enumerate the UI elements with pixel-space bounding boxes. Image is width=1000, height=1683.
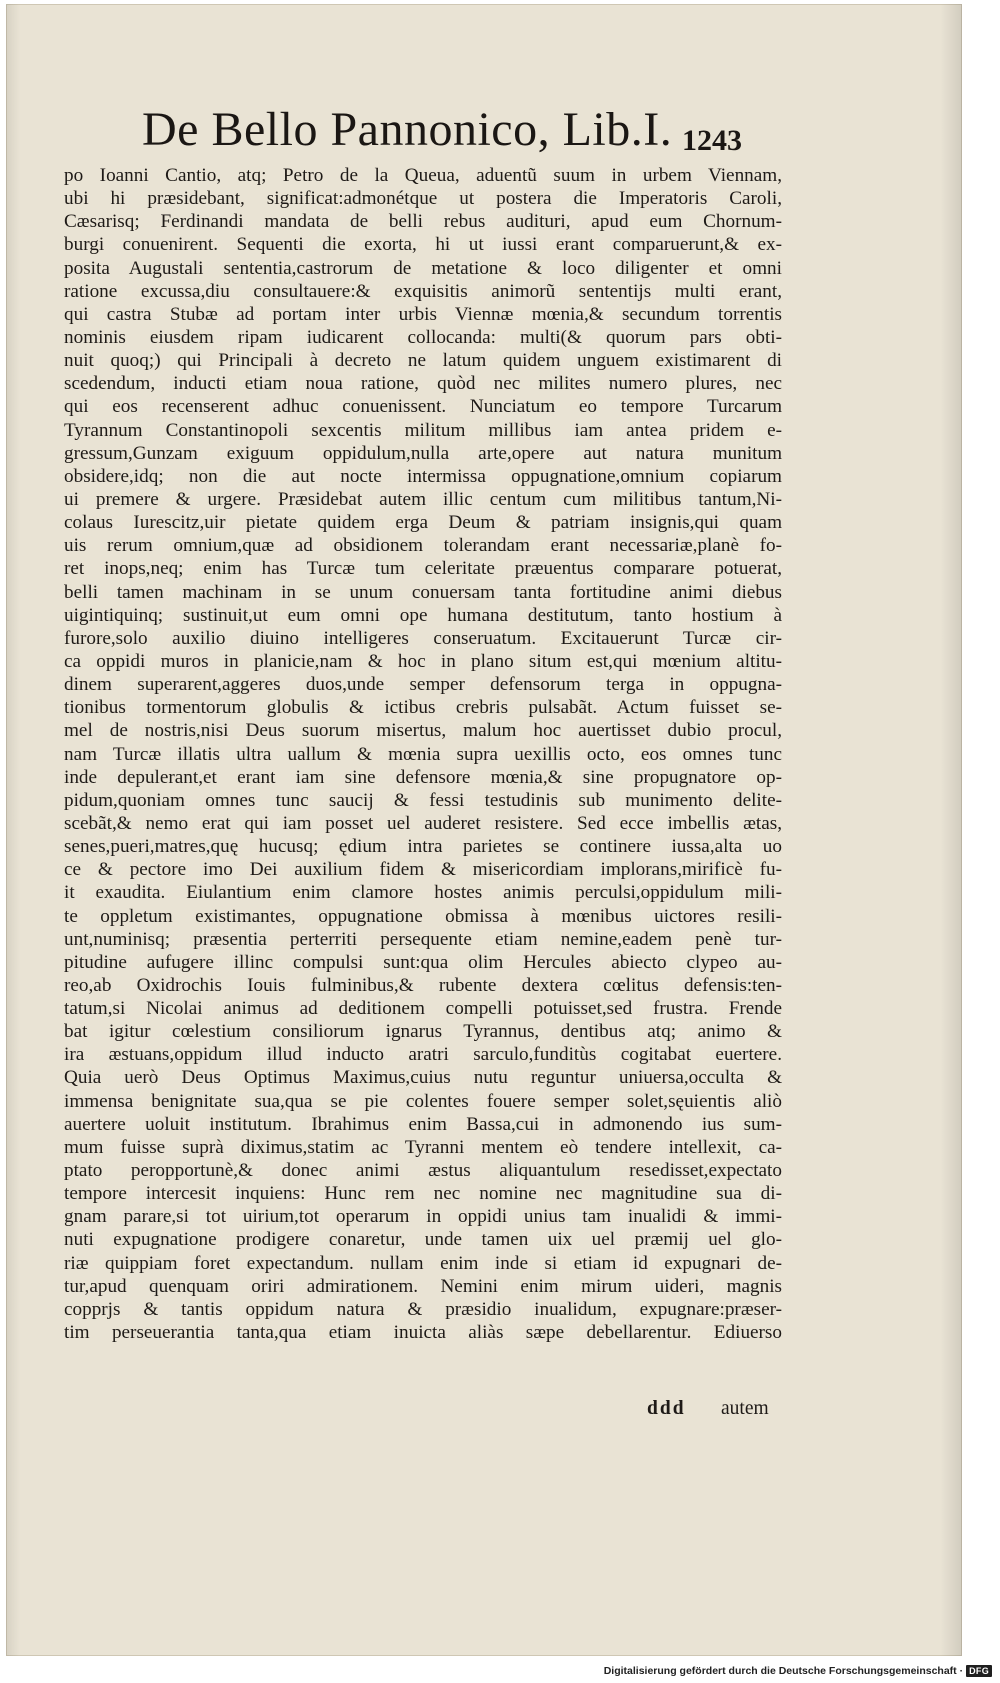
text-line: ira æstuans,oppidum illud inducto aratri sarculo,funditùs cogitabat euertere.	[64, 1044, 782, 1066]
text-line: pidum,quoniam omnes tunc saucij & fessi testudinis sub munimento delite-	[64, 789, 782, 811]
running-head: De Bello Pannonico, Lib.I.	[142, 103, 673, 156]
digitization-credit	[604, 1665, 992, 1677]
text-line: mum fuisse suprà diximus,statim ac Tyranni mentem eò tendere intellexit, ca-	[64, 1136, 782, 1158]
signature-mark: ddd	[647, 1398, 686, 1419]
text-line: scebãt,& nemo erat qui iam posset uel auderet resistere. Sed ecce imbellis ætas,	[64, 812, 782, 834]
credit-text: Digitalisierung gefördert durch die Deutsche Forschungsgemeinschaft ·	[603, 1665, 964, 1677]
text-line: gnam parare,si tot uirium,tot operarum in oppidi unius tam inualidi & immi-	[64, 1206, 782, 1228]
text-line: senes,pueri,matres,quę hucusq; ędium intra parietes se continere iussa,alta uo	[64, 836, 782, 858]
text-line: po Ioanni Cantio, atq; Petro de la Queua, aduentũ suum in urbem Viennam,	[64, 165, 782, 186]
text-line: nam Turcæ illatis ultra uallum & mœnia supra uexillis octo, eos omnes tunc	[64, 743, 782, 765]
text-line: uigintiquinq; sustinuit,ut eum omni ope humana destitutum, tanto hostium à	[64, 604, 782, 626]
text-line: nuit quoq;) qui Principali à decreto ne latum quidem unguem existimarent di	[64, 350, 782, 372]
text-line: gressum,Gunzam exiguum oppidulum,nulla arte,opere aut natura munitum	[64, 442, 782, 464]
catchword: autem	[721, 1398, 769, 1419]
text-line: colaus Iurescitz,uir pietate quidem erga Deum & patriam insignis,qui quam	[64, 512, 782, 534]
text-line: ptato peropportunè,& donec animi æstus aliquantulum resedisset,expectato	[64, 1160, 782, 1182]
text-line: nuti expugnatione prodigere conaretur, unde tamen uix uel præmij uel glo-	[64, 1229, 782, 1251]
text-line: ui premere & urgere. Præsidebat autem illic centum cum militibus tantum,Ni-	[64, 488, 782, 510]
page-edge-shadow	[940, 4, 962, 1656]
page-number: 1243	[682, 124, 742, 157]
text-line: bat igitur cœlestium consiliorum ignarus Tyrannus, dentibus atq; animo &	[64, 1021, 782, 1043]
text-line: scedendum, inducti etiam noua ratione, quòd nec milites numero plures, nec	[64, 373, 782, 395]
text-line: ret inops,neq; enim has Turcæ tum celeritate præuentus comparare potuerat,	[64, 558, 782, 580]
text-line: tionibus tormentorum globulis & ictibus crebris pulsabãt. Actum fuisset se-	[64, 697, 782, 719]
text-line: reo,ab Oxidrochis Iouis fulminibus,& rubente dextera cœlitus defensis:ten-	[64, 974, 782, 996]
dfg-logo: DFG	[966, 1665, 992, 1677]
text-line: unt,numinisq; præsentia perterriti persequente etiam nemine,eadem penè tur-	[64, 928, 782, 950]
text-line: auertere uoluit institutum. Ibrahimus enim Bassa,cui in admonendo ius sum-	[64, 1113, 782, 1135]
book-page	[6, 4, 962, 1656]
text-line: uis rerum omnium,quæ ad obsidionem tolerandam erant necessariæ,planè fo-	[64, 535, 782, 557]
text-line: burgi conuenirent. Sequenti die exorta, hi ut iussi erant comparuerunt,& ex-	[64, 234, 782, 256]
text-line: nominis eiusdem ripam iudicarent collocanda: multi(& quorum pars obti-	[64, 326, 782, 348]
text-line: posita Augustali sententia,castrorum de metatione & loco diligenter et omni	[64, 257, 782, 279]
text-line: Quia uerò Deus Optimus Maximus,cuius nutu reguntur uniuersa,occulta &	[64, 1067, 782, 1089]
text-line: tur,apud quenquam oriri admirationem. Nemini enim mirum uideri, magnis	[64, 1275, 782, 1297]
text-line: copprjs & tantis oppidum natura & præsidio inualidum, expugnare:præser-	[64, 1298, 782, 1320]
text-line: inde depulerant,et erant iam sine defensore mœnia,& sine propugnatore op-	[64, 766, 782, 788]
body-text	[64, 164, 782, 1344]
text-line: furore,solo auxilio diuino intelligeres conseruatum. Excitauerunt Turcæ cir-	[64, 627, 782, 649]
text-line: belli tamen machinam in se unum conuersam tanta fortitudine animi diebus	[64, 581, 782, 603]
text-line: ubi hi præsidebant, significat:admonétque ut postera die Imperatoris Caroli,	[64, 188, 782, 210]
text-line: ca oppidi muros in planicie,nam & hoc in plano situm est,qui mœnium altitu-	[64, 650, 782, 672]
text-line: tim perseuerantia tanta,qua etiam inuicta aliàs sæpe debellarentur. Ediuerso	[64, 1322, 782, 1344]
text-line: it exaudita. Eiulantium enim clamore hostes animis perculsi,oppidulum mili-	[64, 882, 782, 904]
text-line: Tyrannum Constantinopoli sexcentis militum millibus iam antea pridem e-	[64, 419, 782, 441]
text-line: pitudine aufugere illinc compulsi sunt:qua olim Hercules abiecto clypeo au-	[64, 951, 782, 973]
text-line: mel de nostris,nisi Deus suorum misertus, malum hoc auertisset dubio procul,	[64, 720, 782, 742]
text-line: tatum,si Nicolai animus ad deditionem compelli potuisset,sed frustra. Frende	[64, 998, 782, 1020]
text-line: qui castra Stubæ ad portam inter urbis Viennæ mœnia,& secundum torrentis	[64, 303, 782, 325]
text-line: qui eos recenserent adhuc conuenissent. Nunciatum eo tempore Turcarum	[64, 396, 782, 418]
text-line: immensa benignitate sua,qua se pie colentes fouere semper solet,sęuientis aliò	[64, 1090, 782, 1112]
text-line: ratione excussa,diu consultauere:& exquisitis animorũ sententijs multi erant,	[64, 280, 782, 302]
text-line: Cæsarisq; Ferdinandi mandata de belli rebus audituri, apud eum Chornum-	[64, 211, 782, 233]
page-gutter-shadow	[6, 4, 20, 1656]
text-line: obsidere,idq; non die aut nocte intermissa oppugnatione,omnium copiarum	[64, 465, 782, 487]
text-line: riæ quippiam foret expectandum. nullam enim inde si etiam id expugnari de-	[64, 1252, 782, 1274]
text-line: tempore intercesit inquiens: Hunc rem nec nomine nec magnitudine sua di-	[64, 1183, 782, 1205]
text-line: ce & pectore imo Dei auxilium fidem & misericordiam implorans,mirificè fu-	[64, 859, 782, 881]
text-line: dinem superarent,aggeres duos,unde semper defensorum terga in oppugna-	[64, 674, 782, 696]
text-line: te oppletum existimantes, oppugnatione obmissa à mœnibus uictores resili-	[64, 905, 782, 927]
